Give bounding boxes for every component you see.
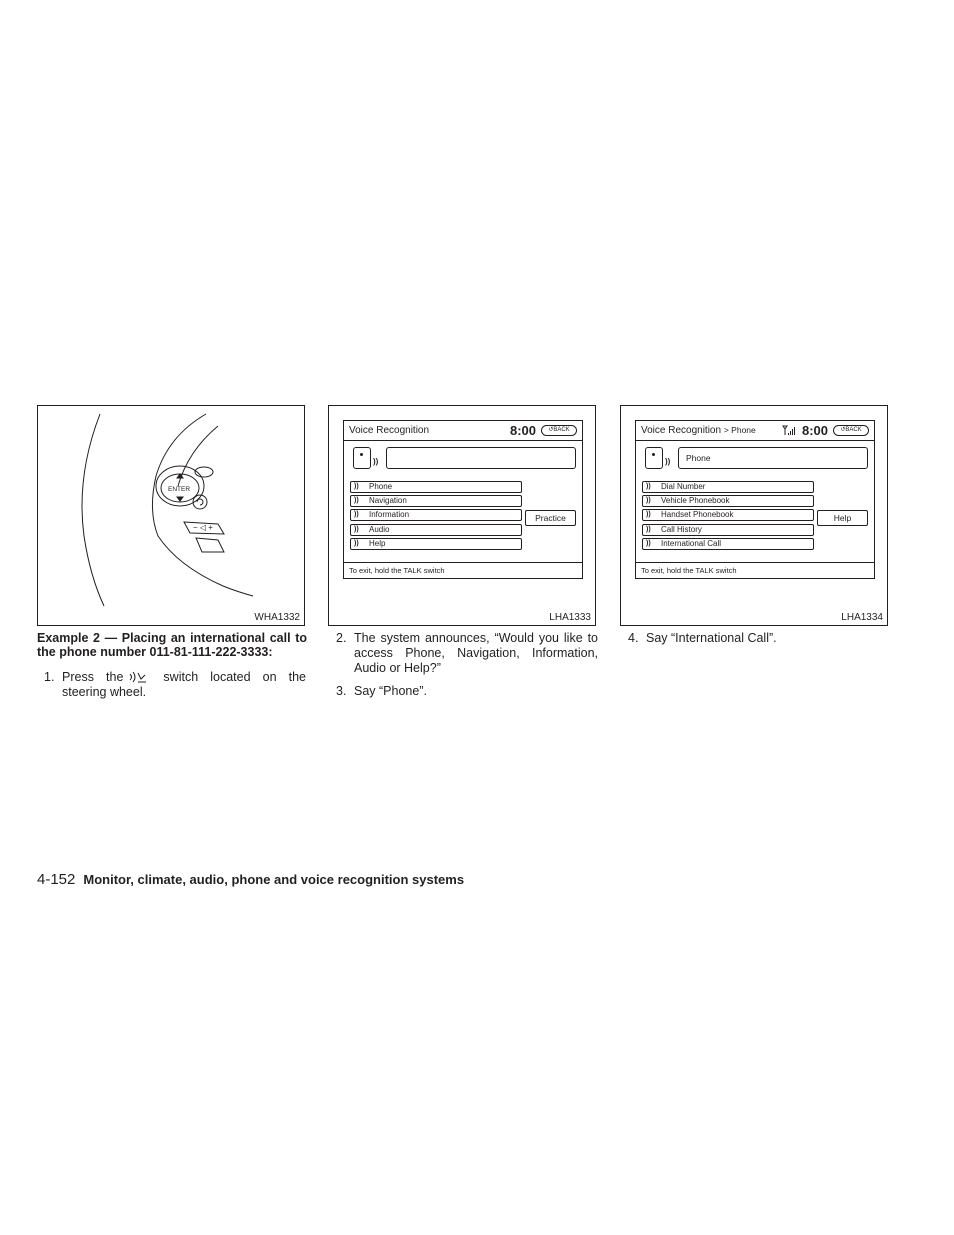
recognized-text-field: [386, 447, 576, 469]
voice-command-icon: )): [646, 526, 651, 533]
display-screen: [635, 420, 875, 579]
step-number: 3.: [336, 684, 347, 698]
menu-item-help[interactable]: [350, 538, 522, 550]
voice-command-icon: )): [646, 483, 651, 490]
help-button[interactable]: Help: [817, 510, 868, 526]
voice-command-icon: )): [646, 497, 651, 504]
step-text-after: switch located on the steering wheel.: [62, 670, 306, 699]
figure-steering-wheel: [37, 405, 305, 626]
figure-voice-recognition-menu: [328, 405, 596, 626]
voice-command-icon: )): [354, 526, 359, 533]
voice-wave-icon: )): [665, 457, 671, 466]
back-label: BACK: [845, 427, 862, 433]
voice-wave-icon: )): [373, 457, 379, 466]
enter-button-label: ENTER: [168, 486, 191, 493]
footer-divider: [344, 562, 582, 563]
voice-command-icon: )): [354, 540, 359, 547]
step-number: 1.: [44, 670, 55, 684]
figure-code: LHA1334: [841, 612, 883, 623]
step-text: The system announces, “Would you like to access Phone, Navigation, Information, Audio or Help?”: [354, 631, 598, 675]
figure-voice-recognition-phone: [620, 405, 888, 626]
page-number: 4-152: [37, 871, 76, 888]
menu-item-navigation[interactable]: [350, 495, 522, 507]
figure-code: LHA1333: [549, 612, 591, 623]
step-text: Say “International Call”.: [646, 631, 777, 645]
menu-item-label: Navigation: [369, 496, 407, 505]
screen-title: Voice Recognition: [349, 425, 430, 436]
voice-command-icon: )): [646, 511, 651, 518]
back-button[interactable]: ↺BACK: [541, 425, 577, 436]
clock: 8:00: [509, 423, 536, 438]
back-label: BACK: [553, 427, 570, 433]
step-1: [44, 670, 306, 700]
menu-item-label: International Call: [661, 539, 722, 548]
menu-item-information[interactable]: [350, 509, 522, 521]
menu-item-label: Help: [369, 539, 386, 548]
menu-item-label: Phone: [369, 482, 393, 491]
example-heading: Example 2 — Placing an international call to the phone number 011-81-111-222-3333:: [37, 631, 307, 659]
menu-item-label: Information: [369, 510, 410, 519]
breadcrumb: > Phone: [723, 425, 756, 435]
voice-command-icon: )): [354, 483, 359, 490]
footer-divider: [636, 562, 874, 563]
practice-button[interactable]: Practice: [525, 510, 576, 526]
screen-title-text: Voice Recognition: [641, 425, 722, 436]
steering-wheel-illustration: [38, 406, 304, 625]
menu-item-vehicle-phonebook[interactable]: [642, 495, 814, 507]
back-button[interactable]: ↺BACK: [833, 425, 869, 436]
step-number: 4.: [628, 631, 639, 645]
menu-item-phone[interactable]: [350, 481, 522, 493]
talk-switch-icon: [127, 670, 149, 684]
screen-footer-hint: To exit, hold the TALK switch: [349, 566, 445, 575]
svg-text:− ◁ +: − ◁ +: [193, 523, 213, 532]
speaker-face-icon: [353, 447, 371, 469]
header-divider: [636, 440, 874, 441]
display-screen: [343, 420, 583, 579]
clock: 8:00: [801, 423, 828, 438]
menu-item-call-history[interactable]: [642, 524, 814, 536]
speaker-face-icon: [645, 447, 663, 469]
page-footer: [37, 871, 464, 889]
header-divider: [344, 440, 582, 441]
voice-command-icon: )): [354, 497, 359, 504]
menu-item-handset-phonebook[interactable]: [642, 509, 814, 521]
step-3: [336, 684, 598, 699]
menu-item-dial-number[interactable]: [642, 481, 814, 493]
menu-item-label: Vehicle Phonebook: [661, 496, 730, 505]
menu-item-label: Dial Number: [661, 482, 706, 491]
voice-command-icon: )): [646, 540, 651, 547]
voice-command-icon: )): [354, 511, 359, 518]
menu-item-label: Handset Phonebook: [661, 510, 734, 519]
step-text-before: Press the: [62, 670, 124, 684]
recognized-text-field: Phone: [678, 447, 868, 469]
step-2: [336, 631, 598, 676]
step-4: [628, 631, 890, 646]
screen-title: [641, 425, 756, 436]
menu-item-label: Audio: [369, 525, 390, 534]
menu-item-audio[interactable]: [350, 524, 522, 536]
figure-code: WHA1332: [254, 612, 300, 623]
step-number: 2.: [336, 631, 347, 645]
step-text: Say “Phone”.: [354, 684, 427, 698]
menu-item-international-call[interactable]: [642, 538, 814, 550]
signal-strength-icon: [782, 425, 796, 436]
menu-item-label: Call History: [661, 525, 702, 534]
section-title: Monitor, climate, audio, phone and voice recognition systems: [83, 872, 465, 887]
screen-footer-hint: To exit, hold the TALK switch: [641, 566, 737, 575]
